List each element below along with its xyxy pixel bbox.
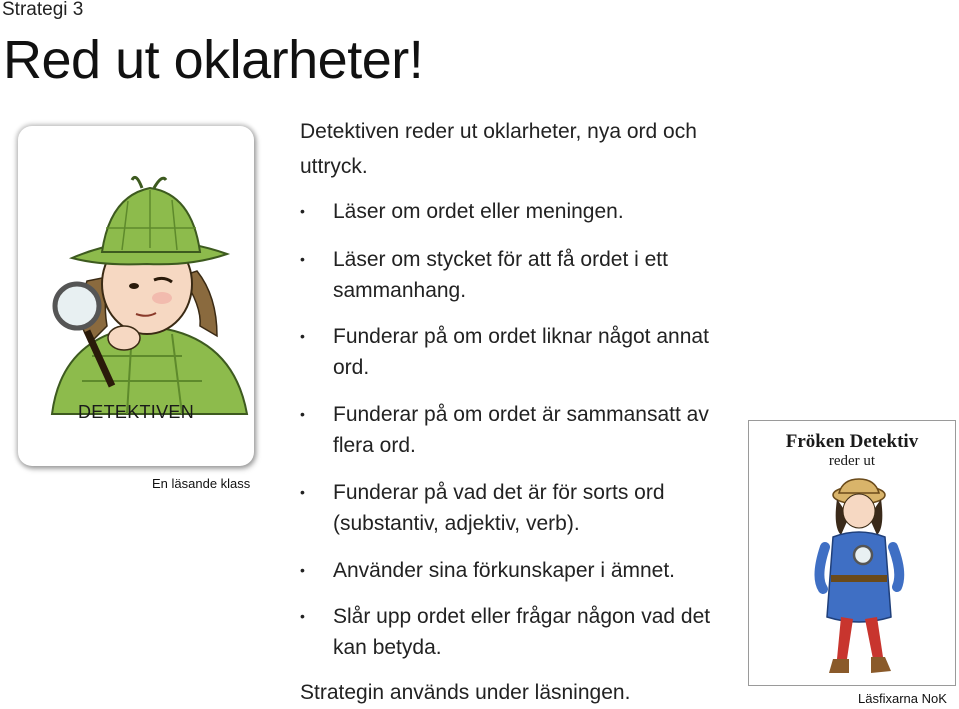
list-item bbox=[300, 196, 740, 227]
list-item bbox=[300, 321, 740, 383]
intro-text: Detektiven reder ut oklarheter, nya ord och uttryck. bbox=[300, 120, 697, 178]
list-item bbox=[300, 399, 740, 461]
bullet-dot: • bbox=[300, 608, 305, 624]
bullet-dot: • bbox=[300, 484, 305, 500]
bullet-dot: • bbox=[300, 203, 305, 219]
detective-card bbox=[18, 126, 254, 466]
book-cover bbox=[748, 420, 956, 686]
bullet-dot: • bbox=[300, 562, 305, 578]
list-item bbox=[300, 601, 740, 663]
slide-title: Red ut oklarheter! bbox=[3, 30, 424, 90]
fröken-detektiv-illustration bbox=[807, 477, 907, 681]
cover-subtitle: reder ut bbox=[828, 453, 876, 469]
bullet-dot: • bbox=[300, 251, 305, 267]
list-item-text: Använder sina förkunskaper i ämnet. bbox=[333, 559, 676, 582]
outro-text: Strategin används under läsningen. bbox=[300, 681, 631, 704]
bullet-dot: • bbox=[300, 406, 305, 422]
detective-illustration bbox=[32, 166, 252, 416]
list-item-text: Funderar på om ordet liknar något annat ord. bbox=[333, 325, 709, 379]
list-item-text: Läser om stycket för att få ordet i ett sammanhang. bbox=[333, 248, 668, 302]
card-credit: En läsande klass bbox=[152, 476, 251, 491]
card-label: DETEKTIVEN bbox=[77, 402, 195, 422]
cover-title: Fröken Detektiv bbox=[785, 431, 919, 452]
list-item bbox=[300, 555, 740, 586]
list-item-text: Funderar på om ordet är sammansatt av flera ord. bbox=[333, 403, 709, 457]
slide-subtitle: Strategi 3 bbox=[2, 0, 84, 20]
list-item bbox=[300, 477, 740, 539]
list-item-text: Slår upp ordet eller frågar någon vad det kan betyda. bbox=[333, 605, 711, 659]
list-item bbox=[300, 244, 740, 306]
cover-credit: Läsfixarna NoK bbox=[858, 691, 947, 706]
list-item-text: Läser om ordet eller meningen. bbox=[333, 200, 624, 223]
bullet-dot: • bbox=[300, 328, 305, 344]
list-item-text: Funderar på vad det är för sorts ord (substantiv, adjektiv, verb). bbox=[333, 481, 665, 535]
